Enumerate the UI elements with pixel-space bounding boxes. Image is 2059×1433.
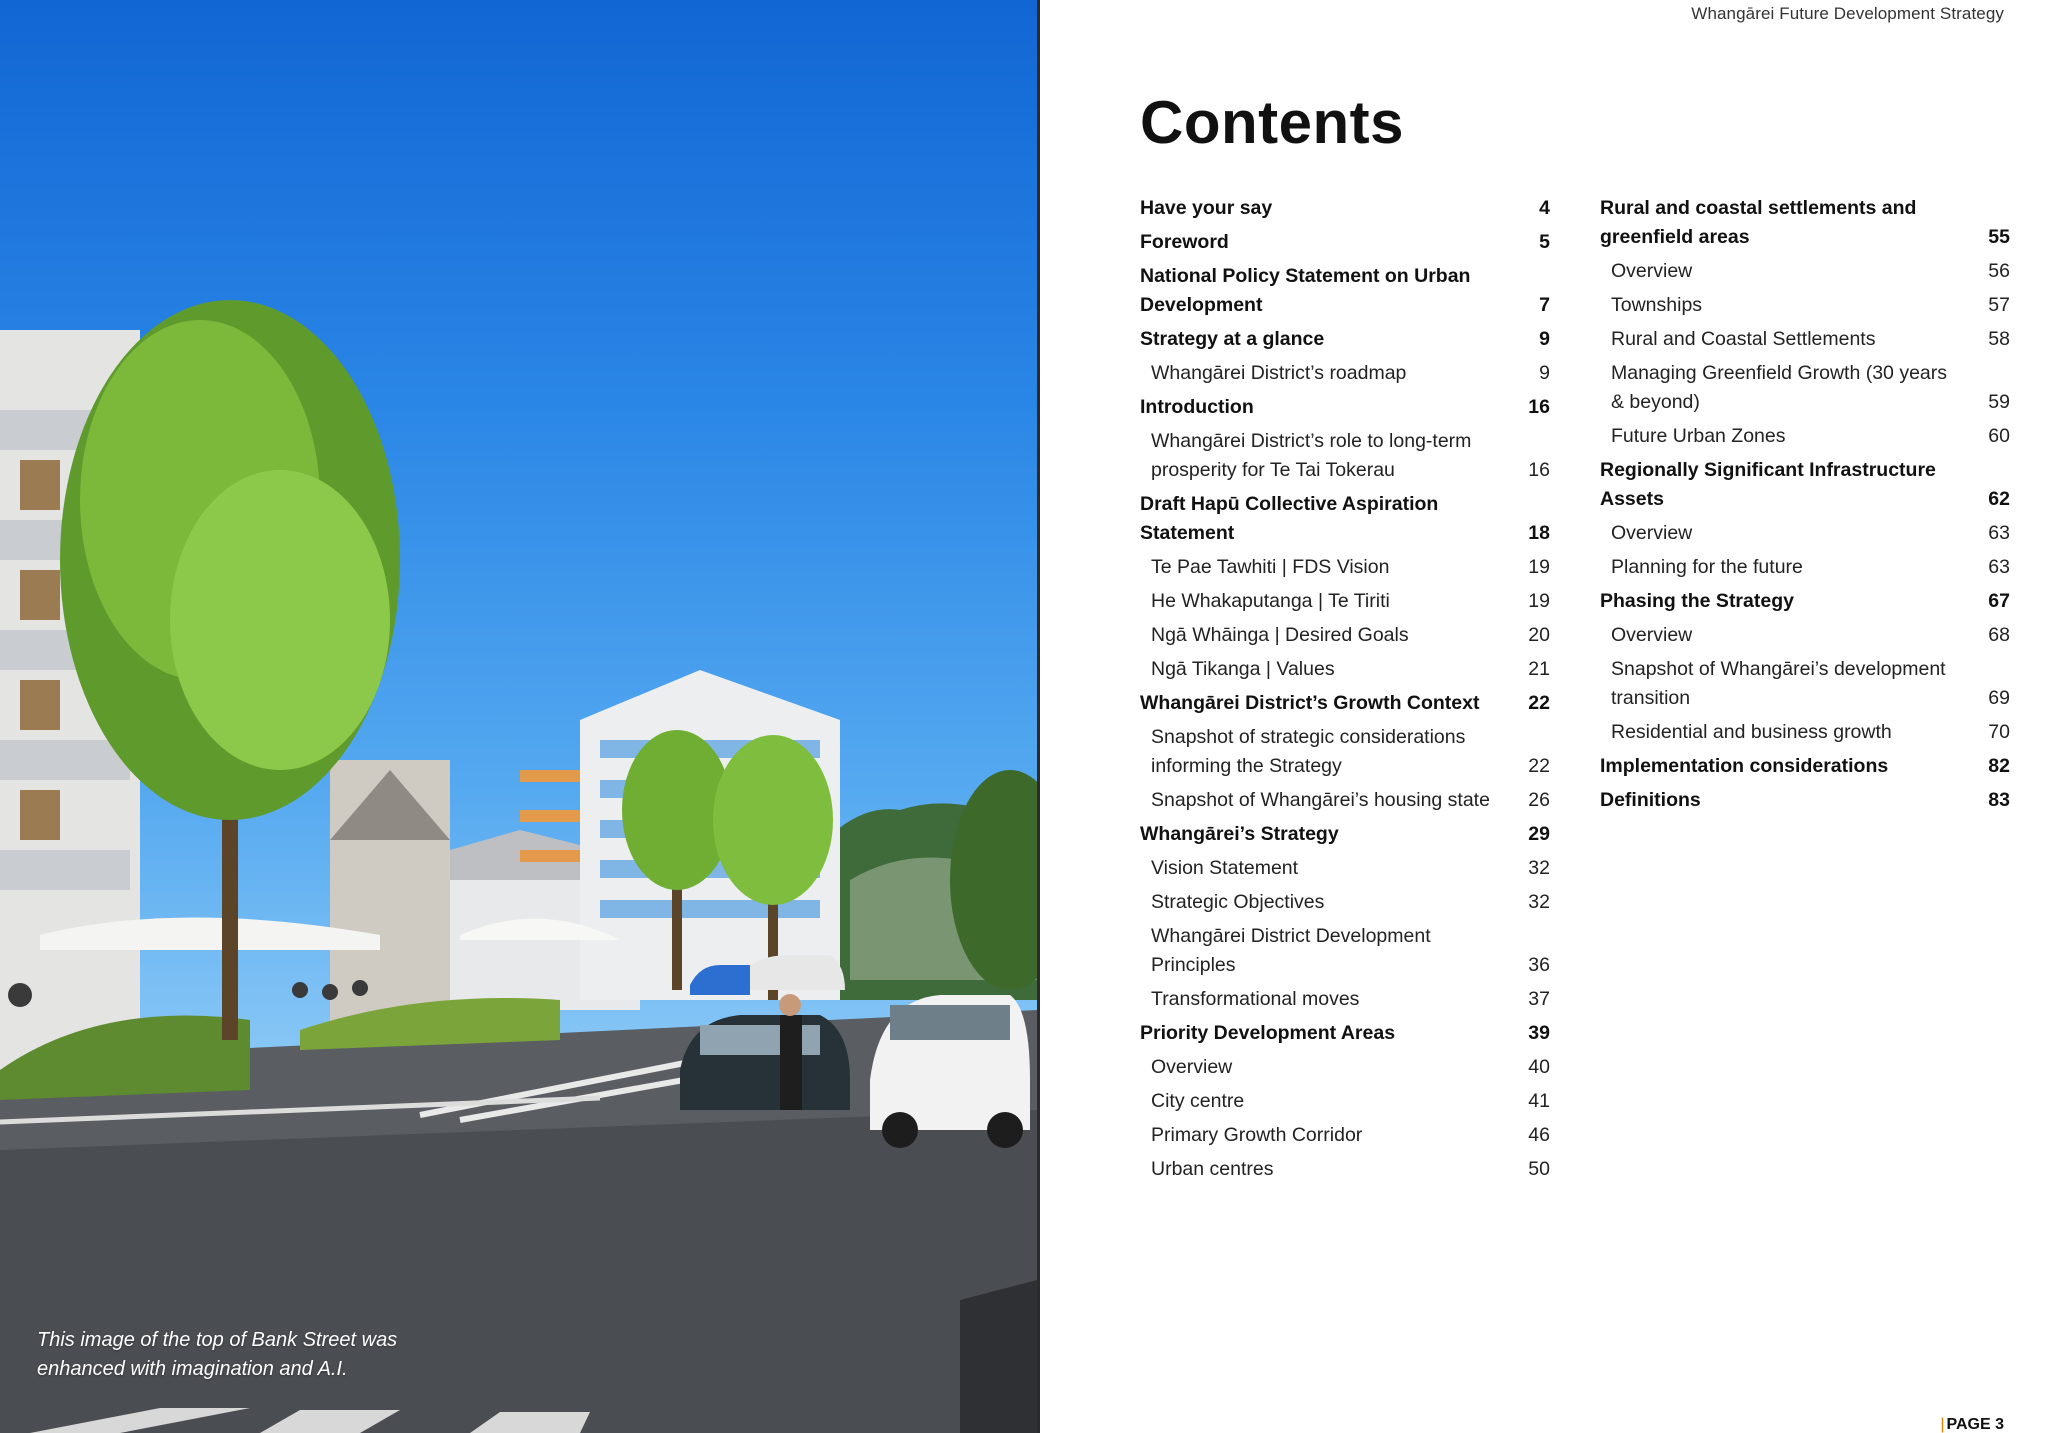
toc-entry-page: 63 <box>1988 522 2010 544</box>
toc-entry-title: Whangārei District’s role to long-term prosperity for Te Tai Tokerau <box>1151 430 1472 481</box>
toc-entry-page: 26 <box>1528 789 1550 811</box>
toc-entry[interactable] <box>1140 655 1550 684</box>
toc-entry-title: Vision Statement <box>1151 857 1299 879</box>
toc-entry-title: Ngā Tikanga | Values <box>1151 658 1335 680</box>
toc-entry[interactable] <box>1600 752 2010 781</box>
toc-entry[interactable] <box>1140 325 1550 354</box>
toc-entry-title: Definitions <box>1600 789 1701 811</box>
toc-entry-title: National Policy Statement on Urban Development <box>1140 265 1471 316</box>
toc-entry[interactable] <box>1140 490 1550 548</box>
toc-entry-page: 22 <box>1528 755 1550 777</box>
toc-entry-page: 50 <box>1528 1158 1550 1180</box>
toc-entry-title: Rural and coastal settlements and greenfield areas <box>1600 197 1917 248</box>
toc-entry[interactable] <box>1140 1019 1550 1048</box>
toc-column-left <box>1140 194 1550 1189</box>
toc-entry[interactable] <box>1140 359 1550 388</box>
toc-entry-page: 57 <box>1988 294 2010 316</box>
page-divider <box>1037 0 1040 1433</box>
toc-entry-title: Planning for the future <box>1611 556 1803 578</box>
running-head: Whangārei Future Development Strategy <box>1691 4 2004 23</box>
toc-entry[interactable] <box>1140 854 1550 883</box>
toc-entry-page: 69 <box>1988 687 2010 709</box>
toc-entry-title: Overview <box>1611 260 1693 282</box>
toc-entry-title: Whangārei’s Strategy <box>1140 823 1339 845</box>
toc-entry[interactable] <box>1140 228 1550 257</box>
page-label: PAGE 3 <box>1946 1416 2004 1433</box>
toc-entry-page: 32 <box>1528 891 1550 913</box>
toc-entry[interactable] <box>1600 718 2010 747</box>
toc-entry-page: 40 <box>1528 1056 1550 1078</box>
toc-entry-title: Managing Greenfield Growth (30 years & beyond) <box>1611 362 1948 413</box>
toc-entry[interactable] <box>1140 1053 1550 1082</box>
toc-entry-page: 22 <box>1528 692 1550 714</box>
toc-entry[interactable] <box>1140 194 1550 223</box>
toc-entry-page: 60 <box>1988 425 2010 447</box>
toc-entry[interactable] <box>1140 1087 1550 1116</box>
toc-entry-title: City centre <box>1151 1090 1245 1112</box>
toc-entry-page: 16 <box>1528 459 1550 481</box>
toc-column-right <box>1600 194 2010 820</box>
toc-entry-title: Future Urban Zones <box>1611 425 1786 447</box>
toc-entry-title: Overview <box>1611 624 1693 646</box>
toc-entry[interactable] <box>1140 888 1550 917</box>
toc-entry-page: 68 <box>1988 624 2010 646</box>
toc-entry[interactable] <box>1600 359 2010 417</box>
toc-entry-title: Whangārei District Development Principles <box>1151 925 1431 976</box>
page-number <box>1940 1417 2004 1433</box>
toc-entry-page: 9 <box>1539 328 1550 350</box>
toc-entry[interactable] <box>1600 194 2010 252</box>
toc-entry-title: Rural and Coastal Settlements <box>1611 328 1876 350</box>
toc-entry-page: 55 <box>1988 226 2010 248</box>
toc-entry-page: 70 <box>1988 721 2010 743</box>
toc-entry[interactable] <box>1140 1121 1550 1150</box>
toc-entry-page: 63 <box>1988 556 2010 578</box>
toc-entry[interactable] <box>1140 621 1550 650</box>
toc-entry[interactable] <box>1140 1155 1550 1184</box>
toc-entry-page: 37 <box>1528 988 1550 1010</box>
toc-entry-title: Te Pae Tawhiti | FDS Vision <box>1151 556 1390 578</box>
toc-entry[interactable] <box>1600 587 2010 616</box>
toc-entry-page: 18 <box>1528 522 1550 544</box>
toc-entry[interactable] <box>1600 621 2010 650</box>
toc-entry-title: Introduction <box>1140 396 1254 418</box>
toc-entry-page: 62 <box>1988 488 2010 510</box>
toc-entry-page: 19 <box>1528 556 1550 578</box>
toc-entry-title: Priority Development Areas <box>1140 1022 1396 1044</box>
toc-entry-page: 9 <box>1539 362 1550 384</box>
toc-entry-title: Regionally Significant Infrastructure Assets <box>1600 459 1936 510</box>
toc-entry[interactable] <box>1600 655 2010 713</box>
toc-entry-page: 56 <box>1988 260 2010 282</box>
toc-entry-page: 20 <box>1528 624 1550 646</box>
toc-entry[interactable] <box>1600 786 2010 815</box>
toc-entry-page: 4 <box>1539 197 1550 219</box>
toc-entry-page: 46 <box>1528 1124 1550 1146</box>
toc-entry-title: Primary Growth Corridor <box>1151 1124 1363 1146</box>
toc-entry[interactable] <box>1600 519 2010 548</box>
toc-entry[interactable] <box>1600 257 2010 286</box>
photo-caption: This image of the top of Bank Street was enhanced with imagination and A.I. <box>37 1329 398 1380</box>
toc-entry-page: 29 <box>1528 823 1550 845</box>
toc-entry-page: 39 <box>1528 1022 1550 1044</box>
toc-entry[interactable] <box>1600 553 2010 582</box>
toc-entry[interactable] <box>1140 689 1550 718</box>
toc-entry[interactable] <box>1140 786 1550 815</box>
toc-entry[interactable] <box>1140 553 1550 582</box>
toc-entry-title: Snapshot of strategic considerations informing the Strategy <box>1151 726 1466 777</box>
toc-entry-title: Implementation considerations <box>1600 755 1889 777</box>
toc-entry[interactable] <box>1600 422 2010 451</box>
toc-entry-title: He Whakaputanga | Te Tiriti <box>1151 590 1390 612</box>
toc-entry[interactable] <box>1140 393 1550 422</box>
toc-entry-title: Townships <box>1611 294 1703 316</box>
toc-entry-title: Strategy at a glance <box>1140 328 1325 350</box>
footer-accent-bar: | <box>1940 1416 1945 1433</box>
toc-entry-page: 21 <box>1528 658 1550 680</box>
toc-entry-title: Foreword <box>1140 231 1229 253</box>
toc-entry-title: Transformational moves <box>1151 988 1360 1010</box>
toc-entry-page: 82 <box>1988 755 2010 777</box>
toc-entry-title: Whangārei District’s Growth Context <box>1140 692 1480 714</box>
toc-entry-title: Draft Hapū Collective Aspiration Statement <box>1140 493 1439 544</box>
contents-title: Contents <box>1140 89 1404 156</box>
toc-entry[interactable] <box>1140 262 1550 320</box>
toc-entry-page: 36 <box>1528 954 1550 976</box>
toc-entry-title: Ngā Whāinga | Desired Goals <box>1151 624 1409 646</box>
toc-entry-title: Overview <box>1151 1056 1233 1078</box>
toc-entry[interactable] <box>1600 325 2010 354</box>
toc-entry-title: Overview <box>1611 522 1693 544</box>
toc-entry[interactable] <box>1140 820 1550 849</box>
toc-entry-page: 83 <box>1988 789 2010 811</box>
toc-entry[interactable] <box>1600 291 2010 320</box>
toc-entry-title: Urban centres <box>1151 1158 1274 1180</box>
toc-entry[interactable] <box>1140 922 1550 980</box>
toc-entry-page: 41 <box>1528 1090 1550 1112</box>
toc-entry-page: 58 <box>1988 328 2010 350</box>
toc-entry[interactable] <box>1140 587 1550 616</box>
toc-entry[interactable] <box>1140 427 1550 485</box>
toc-entry[interactable] <box>1140 985 1550 1014</box>
toc-entry-page: 59 <box>1988 391 2010 413</box>
toc-entry-title: Whangārei District’s roadmap <box>1151 362 1407 384</box>
toc-entry-page: 32 <box>1528 857 1550 879</box>
toc-entry-title: Snapshot of Whangārei’s development transition <box>1611 658 1946 709</box>
toc-entry-page: 16 <box>1528 396 1550 418</box>
toc-entry-page: 5 <box>1539 231 1550 253</box>
toc-entry-page: 67 <box>1988 590 2010 612</box>
toc-entry[interactable] <box>1140 723 1550 781</box>
toc-entry-title: Phasing the Strategy <box>1600 590 1794 612</box>
toc-entry-title: Snapshot of Whangārei’s housing state <box>1151 789 1490 811</box>
toc-entry[interactable] <box>1600 456 2010 514</box>
toc-entry-page: 19 <box>1528 590 1550 612</box>
toc-entry-page: 7 <box>1539 294 1550 316</box>
toc-entry-title: Residential and business growth <box>1611 721 1892 743</box>
toc-entry-title: Have your say <box>1140 197 1273 219</box>
toc-entry-title: Strategic Objectives <box>1151 891 1325 913</box>
